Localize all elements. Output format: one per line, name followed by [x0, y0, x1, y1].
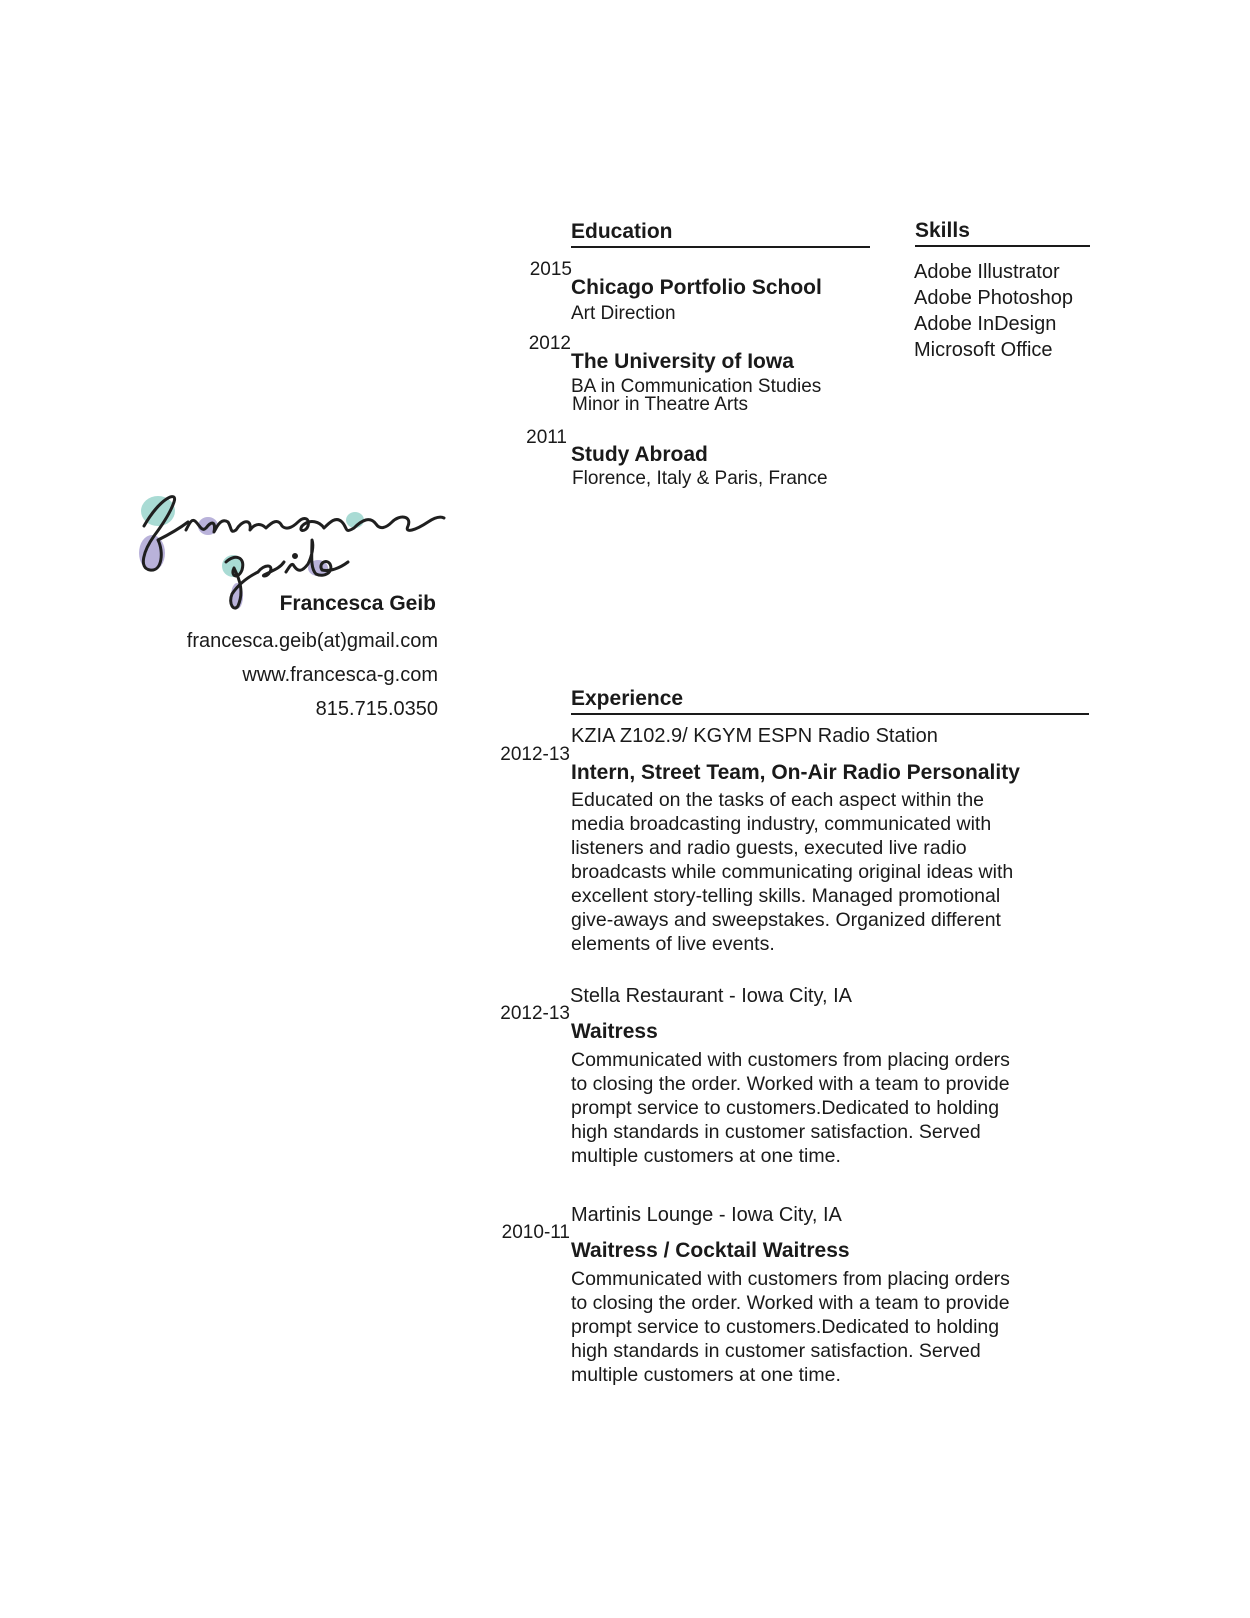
description-line: elements of live events. [571, 933, 775, 955]
description-line: multiple customers at one time. [571, 1145, 841, 1167]
skills-heading: Skills [915, 219, 1090, 247]
website-link[interactable]: www.francesca-g.com [242, 664, 438, 686]
description-line: media broadcasting industry, communicated with [571, 813, 992, 835]
experience-description [571, 1048, 1091, 1168]
skill-item: Adobe InDesign [914, 313, 1057, 335]
skill-item: Adobe Illustrator [914, 261, 1060, 283]
description-line: multiple customers at one time. [571, 1364, 841, 1386]
skills-list [914, 259, 1073, 363]
experience-heading: Experience [571, 687, 1089, 715]
education-detail: Minor in Theatre Arts [572, 394, 749, 415]
description-line: listeners and radio guests, executed live radio [571, 837, 967, 859]
description-line: Communicated with customers from placing orders [571, 1268, 1010, 1290]
experience-role: Intern, Street Team, On-Air Radio Personality [571, 761, 1020, 784]
description-line: high standards in customer satisfaction. Served [571, 1121, 981, 1143]
education-year: 2012 [528, 333, 571, 354]
education-year: 2011 [526, 427, 567, 448]
description-line: high standards in customer satisfaction. Served [571, 1340, 981, 1362]
description-line: Communicated with customers from placing orders [571, 1049, 1010, 1071]
full-name: Francesca Geib [279, 592, 436, 615]
experience-organization: KZIA Z102.9/ KGYM ESPN Radio Station [571, 725, 938, 747]
education-detail: Florence, Italy & Paris, France [572, 468, 828, 489]
experience-organization: Stella Restaurant - Iowa City, IA [570, 985, 852, 1007]
experience-organization: Martinis Lounge - Iowa City, IA [571, 1204, 842, 1226]
education-heading: Education [571, 220, 870, 248]
description-line: broadcasts while communicating original ideas with [571, 861, 1014, 883]
description-line: Educated on the tasks of each aspect within the [571, 789, 985, 811]
description-line: prompt service to customers.Dedicated to holding [571, 1097, 1000, 1119]
description-line: to closing the order. Worked with a team to provide [571, 1073, 1010, 1095]
education-school: Study Abroad [571, 443, 708, 466]
education-detail: BA in Communication Studies [571, 376, 822, 397]
experience-year: 2012-13 [500, 1003, 570, 1024]
experience-description [571, 788, 1091, 956]
experience-year: 2010-11 [501, 1222, 570, 1243]
experience-description [571, 1267, 1091, 1387]
experience-role: Waitress / Cocktail Waitress [571, 1239, 850, 1262]
education-detail: Art Direction [571, 303, 676, 324]
education-school: The University of Iowa [571, 350, 794, 373]
description-line: excellent story-telling skills. Managed promotional [571, 885, 1001, 907]
experience-year: 2012-13 [500, 744, 570, 765]
phone-number: 815.715.0350 [315, 698, 438, 720]
email-address[interactable]: francesca.geib(at)gmail.com [186, 630, 438, 652]
skill-item: Microsoft Office [914, 339, 1053, 361]
description-line: to closing the order. Worked with a team to provide [571, 1292, 1010, 1314]
description-line: prompt service to customers.Dedicated to holding [571, 1316, 1000, 1338]
skill-item: Adobe Photoshop [914, 287, 1074, 309]
education-school: Chicago Portfolio School [571, 276, 822, 299]
description-line: give-aways and sweepstakes. Organized different [571, 909, 1001, 931]
experience-role: Waitress [571, 1020, 658, 1043]
education-year: 2015 [529, 259, 572, 280]
